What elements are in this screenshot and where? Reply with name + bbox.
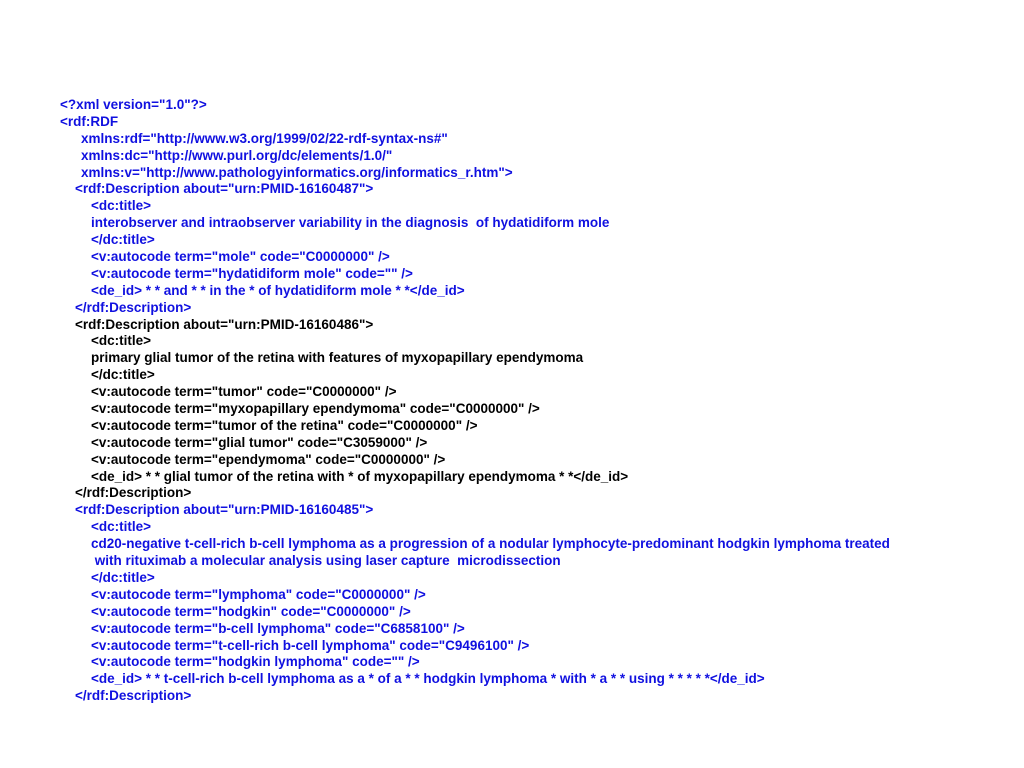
code-line: xmlns:rdf="http://www.w3.org/1999/02/22-rdf-syntax-ns#" [81, 130, 448, 146]
code-line: <de_id> * * and * * in the * of hydatidiform mole * *</de_id> [91, 282, 465, 298]
code-line: <v:autocode term="b-cell lymphoma" code="C6858100" /> [91, 620, 465, 636]
code-line: interobserver and intraobserver variability in the diagnosis of hydatidiform mole [91, 215, 610, 231]
code-line: </rdf:Description> [75, 485, 192, 501]
code-line: <rdf:Description about="urn:PMID-16160486"> [75, 316, 374, 332]
code-line: <v:autocode term="tumor" code="C0000000" /> [91, 384, 397, 400]
code-line: <v:autocode term="t-cell-rich b-cell lymphoma" code="C9496100" /> [91, 637, 530, 653]
code-line: </dc:title> [91, 367, 155, 383]
code-line: <v:autocode term="tumor of the retina" code="C0000000" /> [91, 417, 478, 433]
rdf-xml-listing [60, 97, 1000, 705]
code-line: </dc:title> [91, 569, 155, 585]
code-line: <rdf:Description about="urn:PMID-16160485"> [75, 502, 374, 518]
code-line: <v:autocode term="ependymoma" code="C0000000" /> [91, 451, 446, 467]
code-line: <v:autocode term="hydatidiform mole" code="" /> [91, 265, 413, 281]
code-line: primary glial tumor of the retina with features of myxopapillary ependymoma [91, 350, 584, 366]
code-line: <dc:title> [91, 519, 152, 535]
code-line: <v:autocode term="hodgkin" code="C0000000" /> [91, 603, 411, 619]
code-line: </rdf:Description> [75, 299, 192, 315]
code-line: <rdf:RDF [60, 113, 119, 129]
code-line: <dc:title> [91, 333, 152, 349]
code-line: with rituximab a molecular analysis using laser capture microdissection [91, 553, 561, 569]
code-line: <de_id> * * t-cell-rich b-cell lymphoma as a * of a * * hodgkin lymphoma * with * a * * using * * * * *</de_id> [91, 671, 765, 687]
code-line: </rdf:Description> [75, 688, 192, 704]
code-line: xmlns:v="http://www.pathologyinformatics.org/informatics_r.htm"> [81, 164, 513, 180]
code-line: </dc:title> [91, 232, 155, 248]
code-line: <?xml version="1.0"?> [60, 97, 207, 112]
code-line: <de_id> * * glial tumor of the retina with * of myxopapillary ependymoma * *</de_id> [91, 468, 629, 484]
code-line: <dc:title> [91, 198, 152, 214]
code-line: <v:autocode term="glial tumor" code="C3059000" /> [91, 434, 428, 450]
code-line: <rdf:Description about="urn:PMID-16160487"> [75, 181, 374, 197]
code-line: cd20-negative t-cell-rich b-cell lymphoma as a progression of a nodular lymphocyte-predominant hodgkin lymphoma treated [91, 536, 890, 552]
code-line: xmlns:dc="http://www.purl.org/dc/elements/1.0/" [81, 147, 393, 163]
code-line: <v:autocode term="hodgkin lymphoma" code="" /> [91, 654, 420, 670]
code-line: <v:autocode term="mole" code="C0000000" /> [91, 249, 390, 265]
code-line: <v:autocode term="lymphoma" code="C0000000" /> [91, 586, 426, 602]
code-line: <v:autocode term="myxopapillary ependymoma" code="C0000000" /> [91, 401, 540, 417]
